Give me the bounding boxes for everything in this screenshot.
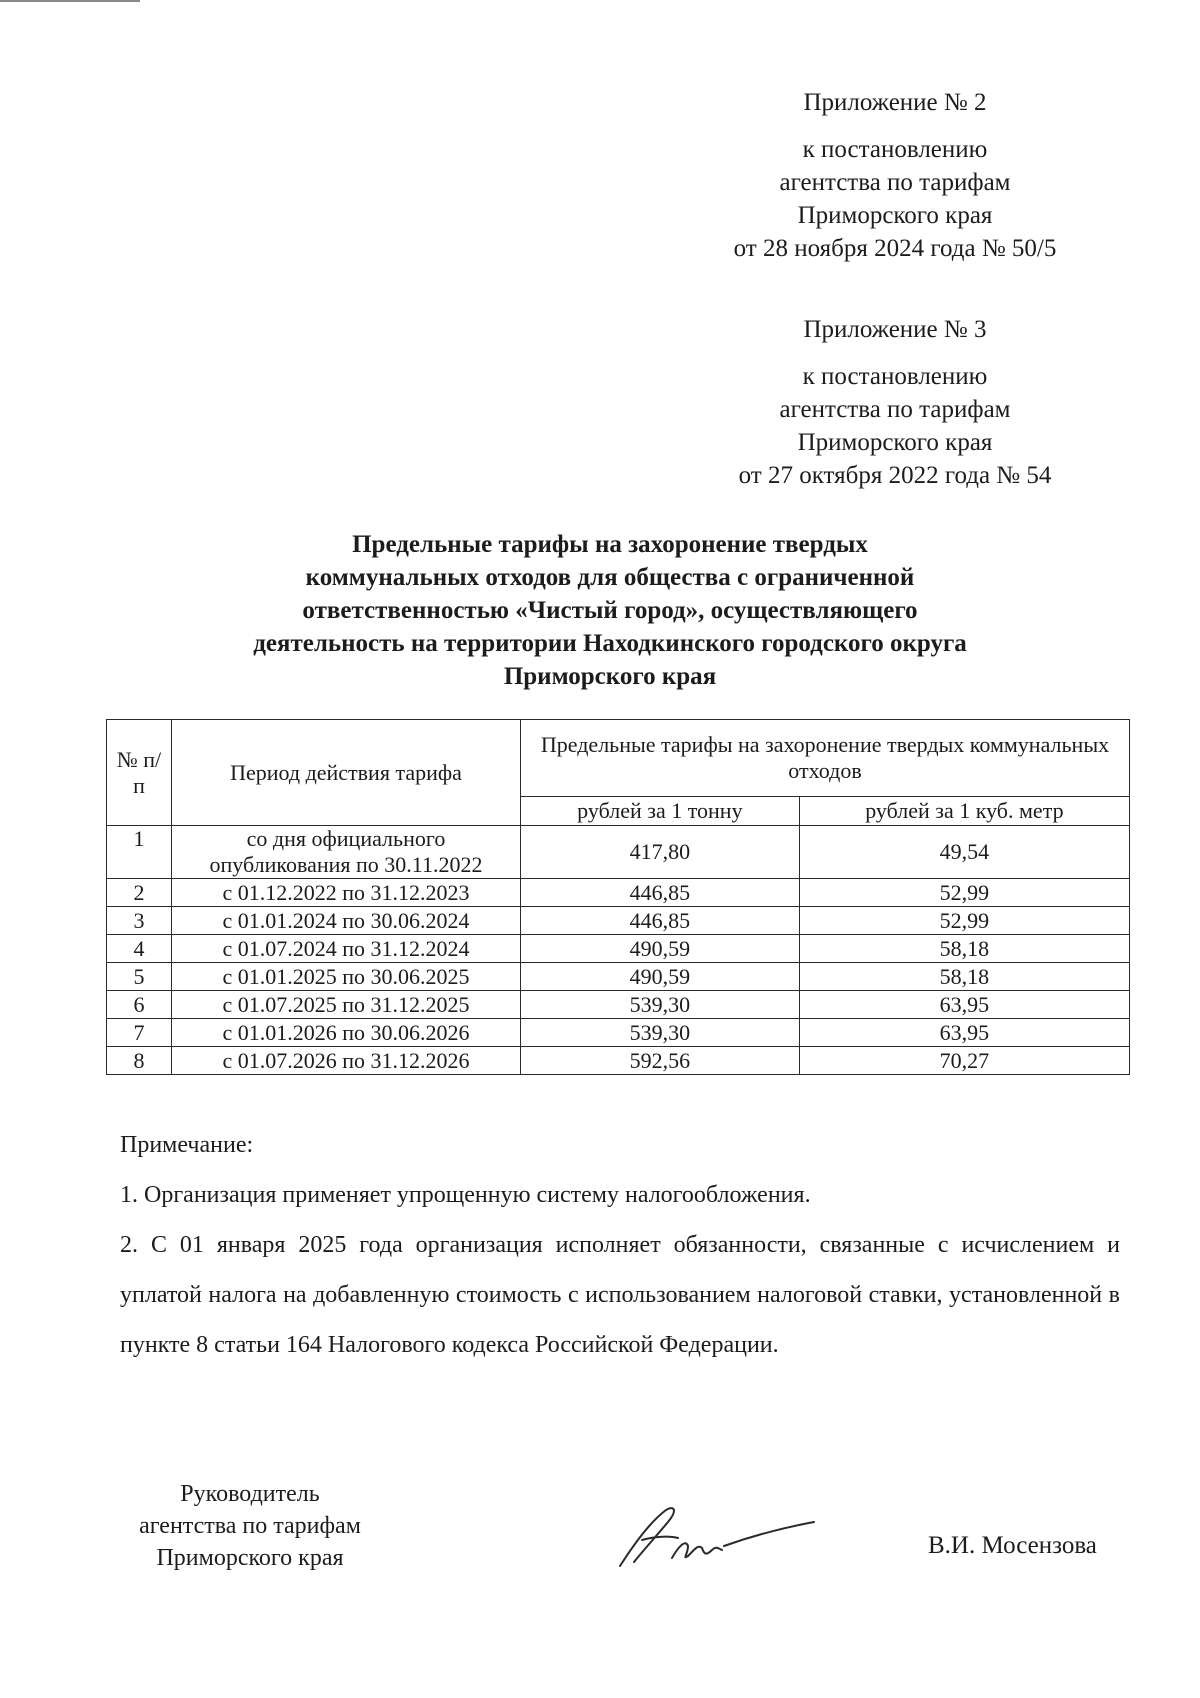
row-per-m3: 52,99 [799, 879, 1129, 907]
table-row [107, 907, 1130, 935]
row-per-m3: 63,95 [799, 1019, 1129, 1047]
appendix-2-line: агентства по тарифам [779, 169, 1011, 196]
table-row [107, 963, 1130, 991]
signatory-name: В.И. Мосензова [928, 1532, 1097, 1559]
appendix-3-line: Приморского края [797, 429, 993, 456]
row-per-m3: 58,18 [799, 963, 1129, 991]
row-period: с 01.12.2022 по 31.12.2023 [172, 879, 521, 907]
row-period: с 01.07.2024 по 31.12.2024 [172, 935, 521, 963]
row-period: с 01.01.2024 по 30.06.2024 [172, 907, 521, 935]
header-number: № п/п [107, 720, 172, 826]
note-item: 1. Организация применяет упрощенную систему налогообложения. [120, 1182, 811, 1208]
row-number: 8 [107, 1047, 172, 1075]
appendix-2-line: Приморского края [797, 202, 993, 229]
document-title [160, 528, 1060, 693]
table-row [107, 826, 1130, 879]
tariffs-table [106, 719, 1130, 1075]
table-row [107, 879, 1130, 907]
appendix-3-block [705, 313, 1085, 492]
row-per-ton: 446,85 [521, 907, 800, 935]
row-period: с 01.01.2025 по 30.06.2025 [172, 963, 521, 991]
row-number: 2 [107, 879, 172, 907]
row-number: 6 [107, 991, 172, 1019]
table-row [107, 1047, 1130, 1075]
appendix-3-line: к постановлению [802, 363, 988, 390]
table-row [107, 991, 1130, 1019]
row-per-ton: 446,85 [521, 879, 800, 907]
row-per-ton: 539,30 [521, 1019, 800, 1047]
title-line: деятельность на территории Находкинского городского округа [253, 630, 967, 657]
position-line: Приморского края [156, 1545, 344, 1571]
title-line: Предельные тарифы на захоронение твердых [352, 531, 868, 558]
row-period: с 01.01.2026 по 30.06.2026 [172, 1019, 521, 1047]
appendix-3-number: Приложение № 3 [803, 316, 987, 343]
table-row [107, 1019, 1130, 1047]
row-number: 3 [107, 907, 172, 935]
row-number: 5 [107, 963, 172, 991]
appendix-2-block [705, 86, 1085, 265]
table-header-row [107, 720, 1130, 797]
note-item: 2. С 01 января 2025 года организация исполняет обязанности, связанные с исчислением и уплатой налога на добавленную стоимость с использованием налоговой ставки, установленной в пункте 8 статьи 164 Налогового кодекса Российской Федерации. [120, 1232, 1120, 1358]
row-period: со дня официального опубликования по 30.11.2022 [172, 826, 521, 879]
scan-edge-mark [0, 0, 140, 2]
position-line: Руководитель [180, 1481, 320, 1507]
table-row [107, 935, 1130, 963]
handwritten-signature [612, 1500, 822, 1580]
notes-section [120, 1120, 1120, 1370]
appendix-3-line: агентства по тарифам [779, 396, 1011, 423]
appendix-2-line: к постановлению [802, 136, 988, 163]
header-tariff-group: Предельные тарифы на захоронение твердых коммунальных отходов [521, 720, 1130, 797]
row-per-m3: 70,27 [799, 1047, 1129, 1075]
notes-heading: Примечание: [120, 1132, 254, 1158]
row-number: 7 [107, 1019, 172, 1047]
row-number: 1 [107, 826, 172, 879]
row-per-ton: 490,59 [521, 935, 800, 963]
row-per-m3: 58,18 [799, 935, 1129, 963]
appendix-2-number: Приложение № 2 [803, 89, 987, 116]
row-per-ton: 592,56 [521, 1047, 800, 1075]
header-period: Период действия тарифа [172, 720, 521, 826]
position-line: агентства по тарифам [139, 1513, 361, 1539]
row-number: 4 [107, 935, 172, 963]
appendix-3-line: от 27 октября 2022 года № 54 [738, 462, 1052, 489]
title-line: коммунальных отходов для общества с ограниченной [305, 564, 915, 591]
title-line: Приморского края [503, 663, 717, 690]
row-per-m3: 63,95 [799, 991, 1129, 1019]
row-period: с 01.07.2026 по 31.12.2026 [172, 1047, 521, 1075]
header-per-m3: рублей за 1 куб. метр [799, 797, 1129, 826]
row-per-m3: 49,54 [799, 826, 1129, 879]
row-per-ton: 490,59 [521, 963, 800, 991]
row-period: с 01.07.2025 по 31.12.2025 [172, 991, 521, 1019]
row-per-ton: 539,30 [521, 991, 800, 1019]
title-line: ответственностью «Чистый город», осуществляющего [302, 597, 918, 624]
row-per-ton: 417,80 [521, 826, 800, 879]
header-per-ton: рублей за 1 тонну [521, 797, 800, 826]
appendix-2-line: от 28 ноября 2024 года № 50/5 [733, 235, 1057, 262]
row-per-m3: 52,99 [799, 907, 1129, 935]
signatory-position [110, 1478, 390, 1574]
